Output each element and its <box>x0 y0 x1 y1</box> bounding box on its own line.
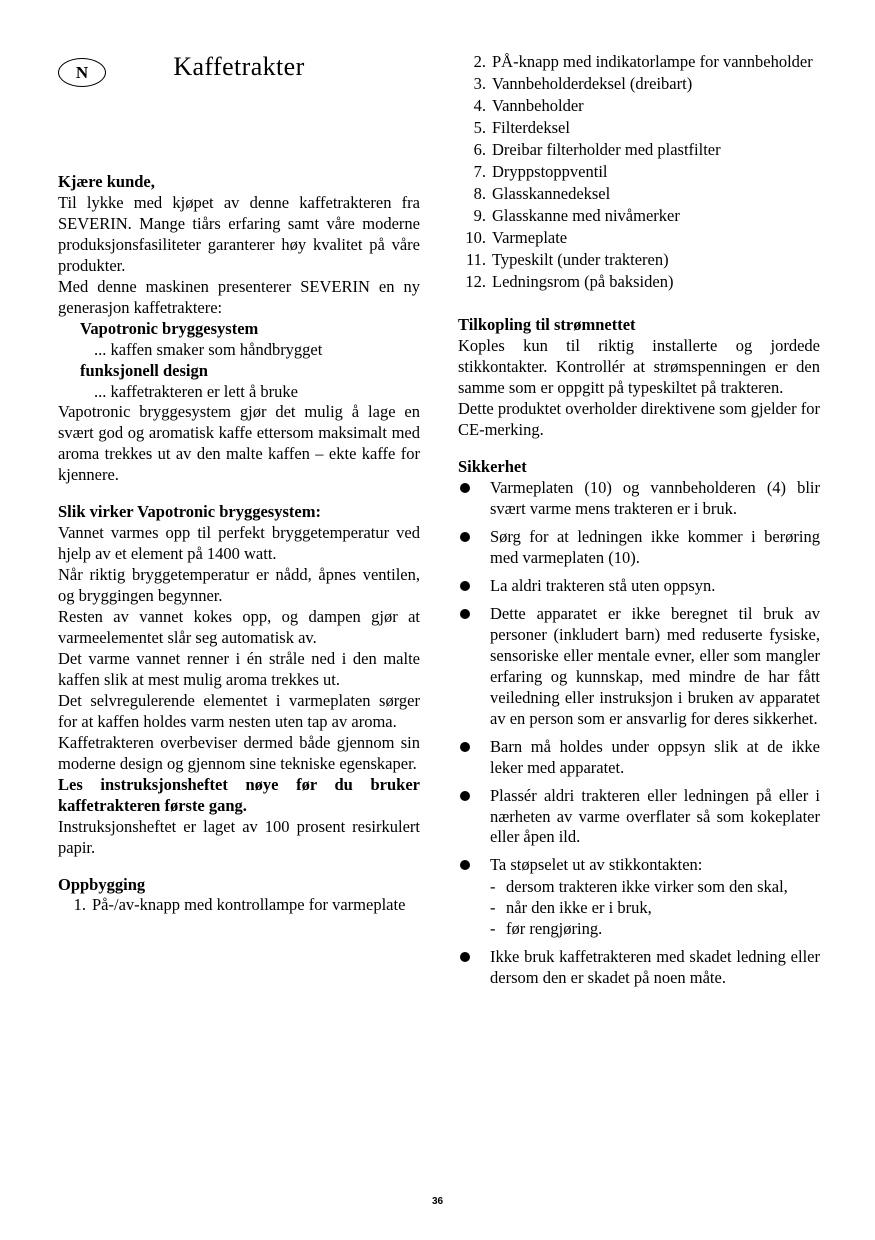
greeting-text: Kjære kunde, <box>58 172 155 191</box>
sub-list-item <box>490 919 820 940</box>
intro-paragraph-3: Vapotronic bryggesystem gjør det mulig å lage en svært god og aromatisk kaffe ettersom maksimalt med aroma trekkes ut av den malte kaffen – ekte kaffe for kjennere. <box>58 402 420 485</box>
feature-1-description: ... kaffen smaker som håndbrygget <box>94 339 323 359</box>
list-item-label: Glasskannedeksel <box>492 183 611 203</box>
list-item-number: 9. <box>473 205 486 225</box>
list-item <box>458 96 820 117</box>
page-title: Kaffetrakter <box>173 52 305 81</box>
list-item <box>458 604 820 730</box>
list-item-label: På-/av-knapp med kontrollampe for varmeplate <box>92 895 406 915</box>
list-item <box>458 228 820 249</box>
list-item <box>458 737 820 779</box>
feature-1-title: Vapotronic bryggesystem <box>80 318 259 338</box>
list-item-label: Vannbeholderdeksel (dreibart) <box>492 73 693 93</box>
page-header <box>58 52 420 122</box>
right-column <box>458 52 820 996</box>
list-item <box>458 478 820 520</box>
mains-paragraph-2: Dette produktet overholder direktivene som gjelder for CE-merking. <box>458 399 820 440</box>
list-item-label: PÅ-knapp med indikatorlampe for vannbeholder <box>492 52 813 71</box>
list-item <box>58 895 420 916</box>
recycled-paper-note: Instruksjonsheftet er laget av 100 prosent resirkulert papir. <box>58 816 420 857</box>
country-code-badge: N <box>58 58 106 87</box>
read-manual-warning: Les instruksjonsheftet nøye før du bruker kaffetrakteren første gang. <box>58 774 420 815</box>
list-item <box>458 576 820 597</box>
how-it-works-heading: Slik virker Vapotronic bryggesystem: <box>58 502 321 522</box>
list-item-number: 8. <box>473 183 486 203</box>
list-item-number: 5. <box>473 117 486 137</box>
bullet-icon <box>460 952 470 962</box>
list-item-label: Ledningsrom (på baksiden) <box>492 271 674 291</box>
mains-paragraph-1: Koples kun til riktig installerte og jordede stikkontakter. Kontrollér at strømspenningen er den samme som er oppgitt på typeskiltet på trakteren. <box>458 336 820 398</box>
list-item-label: Vannbeholder <box>492 95 584 115</box>
list-item-label: Varmeplaten (10) og vannbeholderen (4) blir svært varme mens trakteren er i bruk. <box>490 478 820 519</box>
list-item <box>458 272 820 293</box>
list-item <box>458 947 820 989</box>
mains-connection-heading: Tilkopling til strømnettet <box>458 315 636 335</box>
list-item-number: 6. <box>473 139 486 159</box>
dash-icon: - <box>490 877 496 897</box>
parts-list-right <box>458 52 820 292</box>
bullet-icon <box>460 860 470 870</box>
list-item-number: 7. <box>473 161 486 181</box>
feature-list <box>80 319 420 403</box>
list-item <box>458 184 820 205</box>
list-item <box>458 52 820 73</box>
list-item-label: Filterdeksel <box>492 117 570 137</box>
list-item-label: Varmeplate <box>492 227 568 247</box>
list-item-number: 10. <box>465 227 486 247</box>
page-columns <box>58 52 820 1192</box>
sub-list-item <box>490 898 820 919</box>
feature-2-description: ... kaffetrakteren er lett å bruke <box>94 381 299 401</box>
list-item-label: Plassér aldri trakteren eller ledningen på eller i nærheten av varme overflater så som kokeplater eller åpen ild. <box>490 785 820 847</box>
list-item <box>458 786 820 849</box>
how-it-works-paragraph-3: Resten av vannet kokes opp, og dampen gjør at varmeelementet slår seg automatisk av. <box>58 607 420 648</box>
list-item-number: 4. <box>473 95 486 115</box>
sub-list-item <box>490 877 820 898</box>
list-item <box>458 140 820 161</box>
sub-list-item-label: når den ikke er i bruk, <box>506 898 652 918</box>
list-item <box>458 162 820 183</box>
parts-list-left <box>58 895 420 916</box>
how-it-works-paragraph-5: Det selvregulerende elementet i varmeplaten sørger for at kaffen holdes varm nesten uten tap av aroma. <box>58 690 420 731</box>
bullet-icon <box>460 532 470 542</box>
safety-list <box>458 478 820 989</box>
list-item-label: Ikke bruk kaffetrakteren med skadet ledning eller dersom den er skadet på noen måte. <box>490 947 820 988</box>
list-item-number: 1. <box>73 895 86 915</box>
list-item <box>458 250 820 271</box>
parts-heading: Oppbygging <box>58 874 146 894</box>
list-item-label: Barn må holdes under oppsyn slik at de ikke leker med apparatet. <box>490 736 820 777</box>
list-item-number: 2. <box>473 52 486 71</box>
how-it-works-paragraph-1: Vannet varmes opp til perfekt bryggetemperatur ved hjelp av et element på 1400 watt. <box>58 523 420 564</box>
bullet-icon <box>460 483 470 493</box>
list-item-label: Glasskanne med nivåmerker <box>492 205 680 225</box>
list-item <box>458 527 820 569</box>
list-item-label: La aldri trakteren stå uten oppsyn. <box>490 575 716 595</box>
safety-heading: Sikkerhet <box>458 457 527 477</box>
list-item-label: Ta støpselet ut av stikkontakten: <box>490 855 703 875</box>
sub-list-item-label: før rengjøring. <box>506 919 603 939</box>
list-item-label: Dette apparatet er ikke beregnet til bruk av personer (inkludert barn) med reduserte fysiske, sensoriske eller mentale evner, eller som mangler erfaring og kunnskap, med mindre de har fått veiledning eller instruksjon i bruken av apparatet av en person som er ansvarlig for deres sikkerhet. <box>490 603 820 728</box>
unplug-sublist <box>490 877 820 940</box>
feature-2-title: funksjonell design <box>80 360 208 380</box>
list-item-number: 12. <box>465 271 486 291</box>
how-it-works-paragraph-4: Det varme vannet renner i én stråle ned i den malte kaffen slik at mest mulig aroma trekkes ut. <box>58 648 420 689</box>
bullet-icon <box>460 609 470 619</box>
list-item-label: Dreibar filterholder med plastfilter <box>492 139 721 159</box>
list-item-label: Dryppstoppventil <box>492 161 608 181</box>
bullet-icon <box>460 581 470 591</box>
how-it-works-paragraph-6: Kaffetrakteren overbeviser dermed både gjennom sin moderne design og gjennom sine tekniske egenskaper. <box>58 732 420 773</box>
list-item-number: 3. <box>473 73 486 93</box>
list-item <box>458 118 820 139</box>
list-item-number: 11. <box>465 249 486 269</box>
left-column <box>58 52 420 917</box>
sub-list-item-label: dersom trakteren ikke virker som den skal, <box>506 877 788 897</box>
dash-icon: - <box>490 919 496 939</box>
how-it-works-paragraph-2: Når riktig bryggetemperatur er nådd, åpnes ventilen, og bryggingen begynner. <box>58 565 420 606</box>
bullet-icon <box>460 791 470 801</box>
dash-icon: - <box>490 898 496 918</box>
list-item <box>458 206 820 227</box>
list-item-label: Sørg for at ledningen ikke kommer i berøring med varmeplaten (10). <box>490 527 820 568</box>
list-item-unplug <box>458 855 820 940</box>
list-item <box>458 74 820 95</box>
intro-paragraph-2: Med denne maskinen presenterer SEVERIN en ny generasjon kaffetraktere: <box>58 276 420 317</box>
page-number: 36 <box>431 1196 444 1207</box>
bullet-icon <box>460 742 470 752</box>
list-item-label: Typeskilt (under trakteren) <box>492 249 669 269</box>
intro-paragraph-1: Til lykke med kjøpet av denne kaffetrakteren fra SEVERIN. Mange tiårs erfaring samt våre moderne produksjonsfasiliteter garanterer høy kvalitet på våre produkter. <box>58 192 420 275</box>
